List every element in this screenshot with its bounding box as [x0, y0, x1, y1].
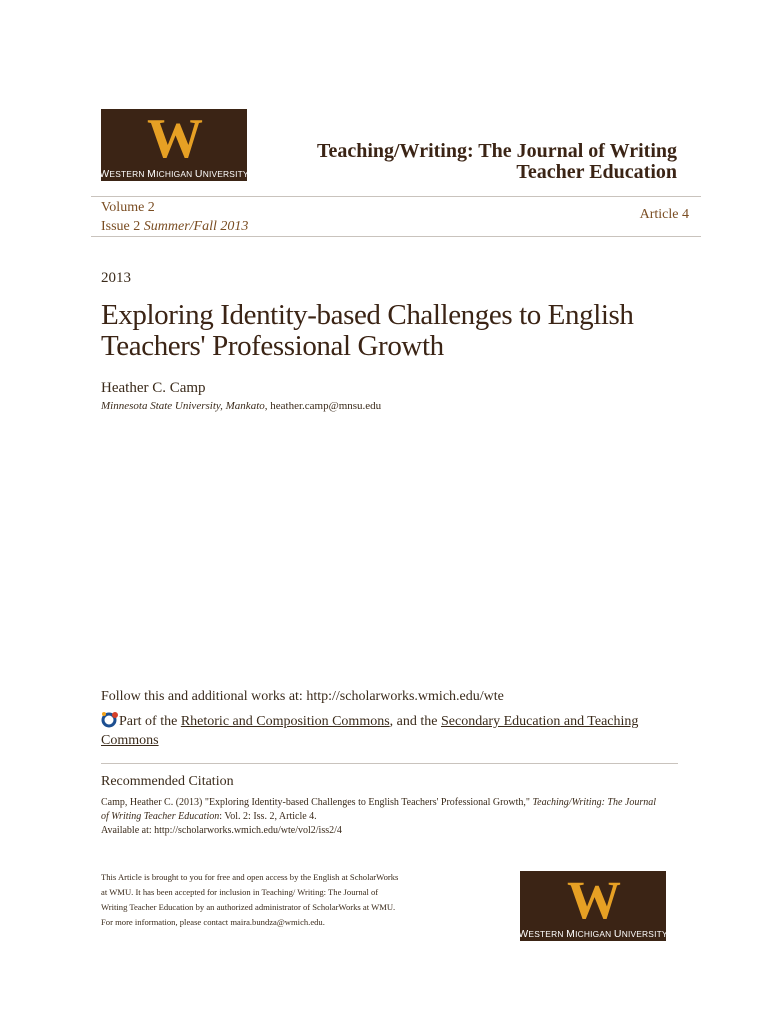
repository-link[interactable]: http://scholarworks.wmich.edu/wte [306, 689, 504, 704]
footer-access-note: This Article is brought to you for free and open access by the English at ScholarWorks at WMU. It has been accepted for inclusion in Teaching/ Writing: The Journal of Writing Teacher Education by an authorized administrator of ScholarWorks at WMU. For more information, please contact maira.bundza@wmich.edu. [101, 872, 399, 927]
wmu-logo-footer[interactable] [520, 871, 666, 941]
wmu-logo-text: WESTERN MICHIGAN UNIVERSITY [99, 168, 249, 180]
wmu-w-mark: W [147, 108, 201, 170]
recommended-citation: Camp, Heather C. (2013) "Exploring Identity-based Challenges to English Teachers' Professional Growth," Teaching/Writing: The Journal of Writing Teacher Education: Vol. 2: Iss. 2, Article 4. Available at: http://scholarworks.wmich.edu/wte/vol2/iss2/4 [101, 797, 657, 836]
issue-label[interactable]: Issue 2 Summer/Fall 2013 [101, 219, 249, 234]
publication-year: 2013 [101, 270, 131, 286]
part-of-commons: Part of the Rhetoric and Composition Commons, and the Secondary Education and Teaching Commons [101, 711, 661, 750]
wmu-logo [101, 109, 247, 181]
commons-network-icon [101, 711, 119, 728]
citation-url-link[interactable]: http://scholarworks.wmich.edu/wte/vol2/iss2/4 [154, 825, 342, 836]
author-name: Heather C. Camp [101, 380, 206, 396]
journal-title[interactable]: Teaching/Writing: The Journal of Writing Teacher Education [316, 140, 677, 183]
secondary-education-commons-link[interactable]: Secondary Education and Teaching Commons [101, 714, 639, 748]
divider [91, 196, 701, 197]
volume-issue[interactable] [101, 198, 248, 236]
divider [91, 236, 701, 237]
wmu-logo-text: WESTERN MICHIGAN UNIVERSITY [518, 928, 668, 940]
article-title: Exploring Identity-based Challenges to English Teachers' Professional Growth [101, 299, 634, 362]
recommended-citation-heading: Recommended Citation [101, 774, 234, 789]
article-number[interactable]: Article 4 [639, 207, 689, 222]
divider [101, 763, 678, 764]
author-email: , heather.camp@mnsu.edu [264, 400, 382, 412]
rhetoric-composition-commons-link[interactable]: Rhetoric and Composition Commons [180, 714, 390, 729]
follow-line: Follow this and additional works at: http://scholarworks.wmich.edu/wte [101, 689, 504, 704]
wmu-w-mark: W [567, 870, 619, 930]
volume-label[interactable]: Volume 2 [101, 200, 155, 215]
author-affiliation: Minnesota State University, Mankato, heather.camp@mnsu.edu [101, 400, 382, 412]
contact-email-link[interactable]: maira.bundza@wmich.edu [230, 917, 323, 927]
